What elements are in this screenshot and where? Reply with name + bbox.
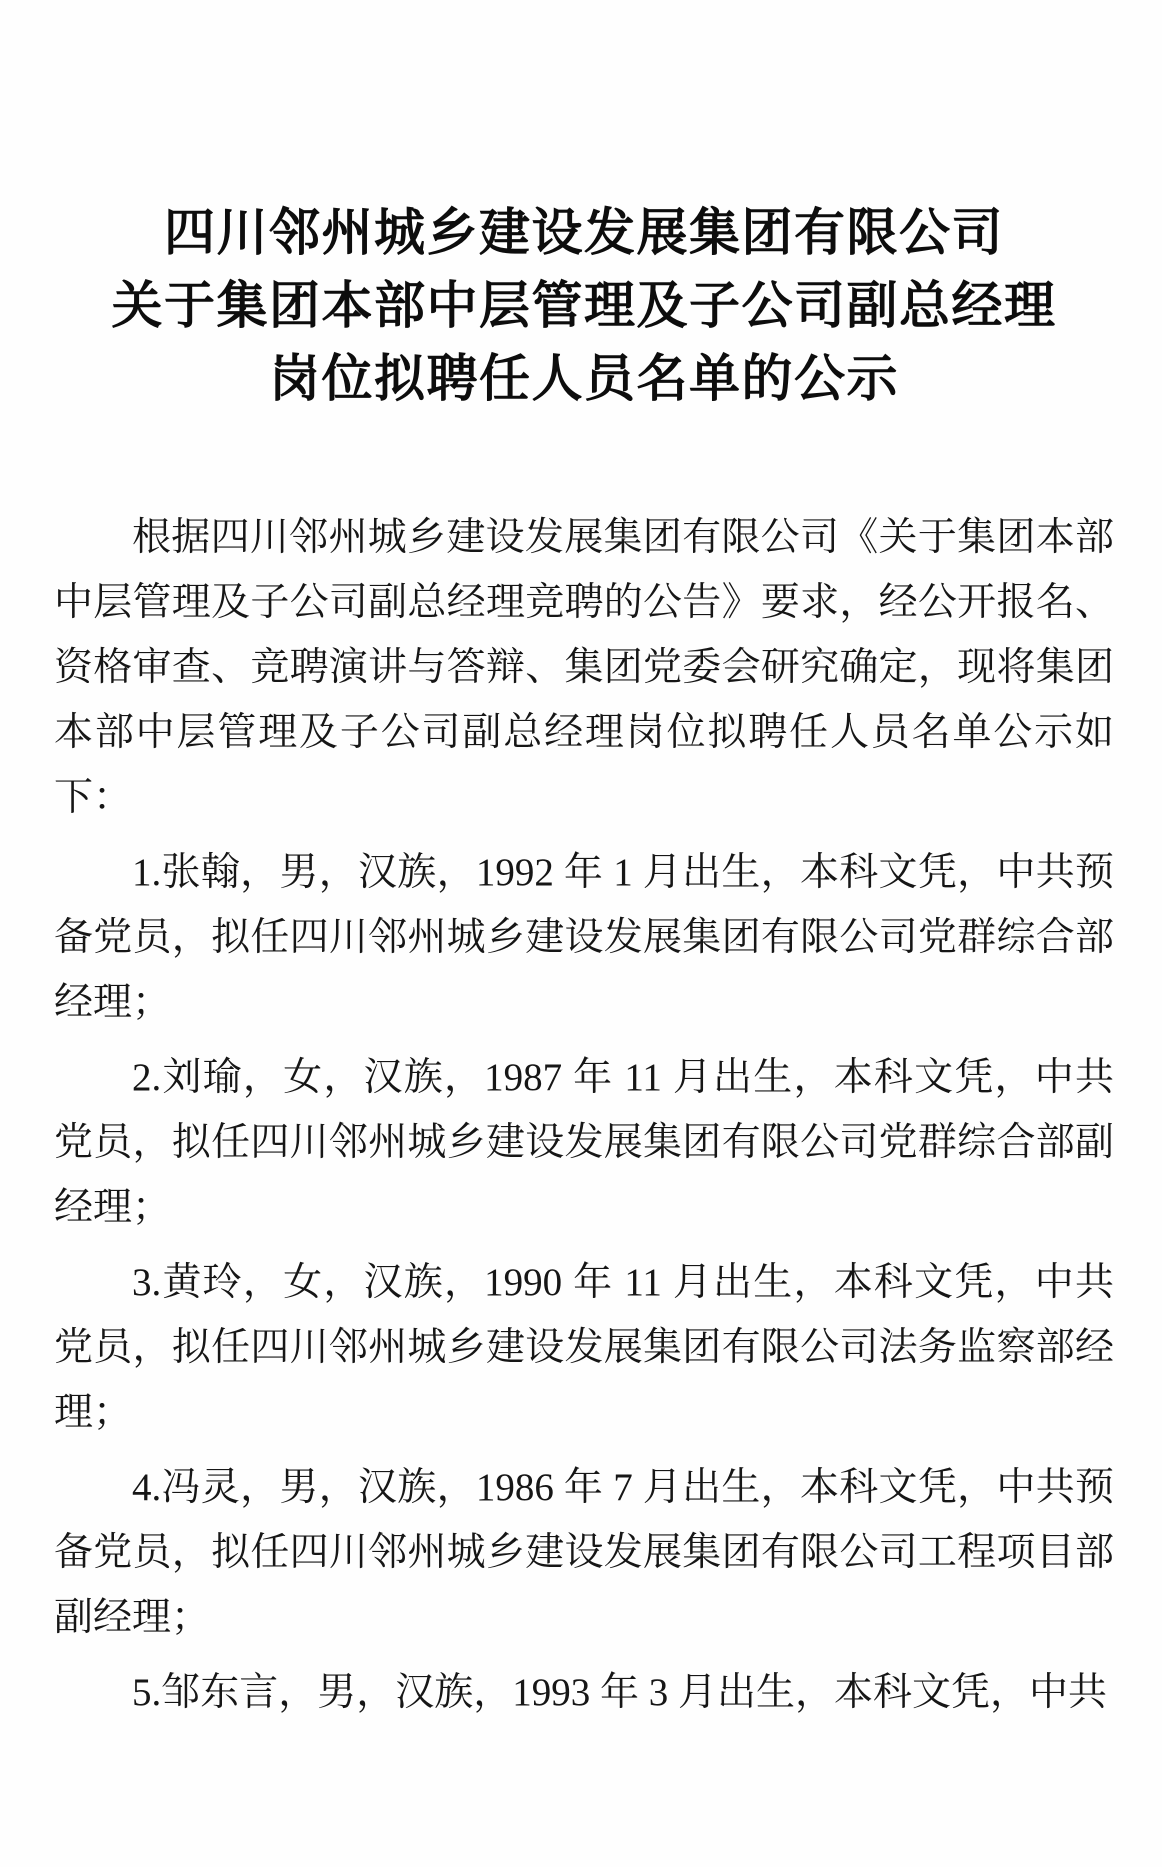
- document-title-line-1: 四川邻州城乡建设发展集团有限公司: [163, 206, 1004, 262]
- intro-paragraph: 根据四川邻州城乡建设发展集团有限公司《关于集团本部中层管理及子公司副总经理竞聘的公告》要求，经公开报名、资格审查、竞聘演讲与答辩、集团党委会研究确定，现将集团本部中层管理及子公司副总经理岗位拟聘任人员名单公示如下：: [54, 516, 1114, 819]
- candidate-item-5: 5.邹东言，男，汉族，1993 年 3 月出生，本科文凭，中共: [132, 1671, 1108, 1714]
- document-title-line-3: 岗位拟聘任人员名单的公示: [268, 352, 899, 408]
- document-title-line-2: 关于集团本部中层管理及子公司副总经理: [111, 279, 1057, 335]
- document-title: [54, 198, 1114, 417]
- candidate-item-3: 3.黄玲，女，汉族，1990 年 11 月出生，本科文凭，中共党员，拟任四川邻州城乡建设发展集团有限公司法务监察部经理；: [54, 1261, 1114, 1434]
- candidate-item-4: 4.冯灵，男，汉族，1986 年 7 月出生，本科文凭，中共预备党员，拟任四川邻州城乡建设发展集团有限公司工程项目部副经理；: [54, 1466, 1114, 1639]
- candidate-item-1: 1.张翰，男，汉族，1992 年 1 月出生，本科文凭，中共预备党员，拟任四川邻州城乡建设发展集团有限公司党群综合部经理；: [54, 851, 1114, 1024]
- candidate-item-2: 2.刘瑜，女，汉族，1987 年 11 月出生，本科文凭，中共党员，拟任四川邻州城乡建设发展集团有限公司党群综合部副经理；: [54, 1056, 1114, 1229]
- document-body: [54, 505, 1114, 1725]
